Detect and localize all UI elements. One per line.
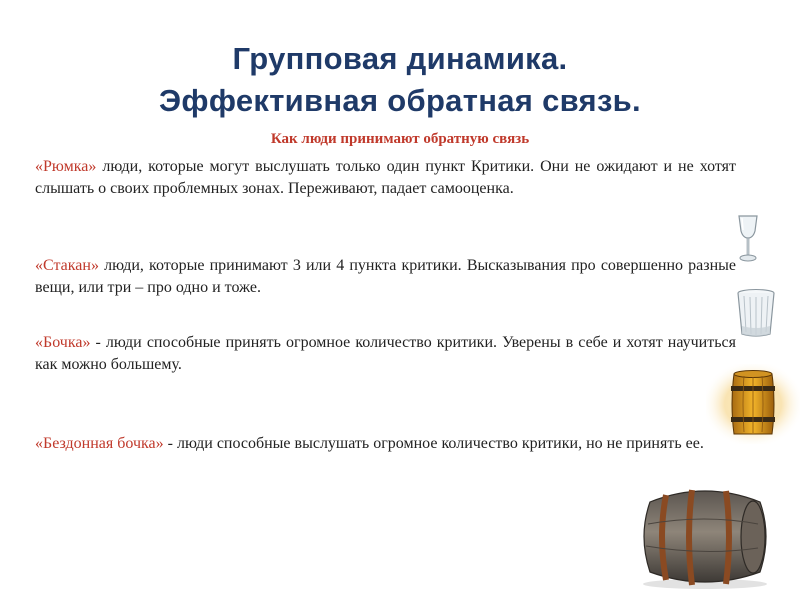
paragraph-bochka	[35, 332, 736, 376]
description-bochka: - люди способные принять огромное количество критики. Уверены в себе и хотят научиться как можно большему.	[35, 334, 736, 373]
title-line-1: Групповая динамика.	[232, 41, 568, 76]
wooden-barrel-icon	[630, 484, 780, 590]
tumbler-glass-icon	[735, 288, 777, 340]
description-bezdonnaya-bochka: - люди способные выслушать огромное количество критики, но не принять ее.	[163, 435, 704, 452]
slide-subtitle: Как люди принимают обратную связь	[270, 131, 530, 147]
description-stakan: люди, которые принимают 3 или 4 пункта критики. Высказывания про совершенно разные вещи, или три – про одно и тоже.	[35, 257, 736, 296]
term-bezdonnaya-bochka: «Бездонная бочка»	[35, 435, 164, 452]
paragraph-stakan	[35, 255, 736, 299]
wine-glass-icon	[733, 214, 763, 264]
description-ryumka: люди, которые могут выслушать только один пункт Критики. Они не ожидают и не хотят слышать о своих проблемных зонах. Переживают, падает самооценка.	[35, 158, 736, 197]
term-bochka: «Бочка»	[35, 334, 91, 351]
slide-title	[0, 38, 800, 122]
title-line-2: Эффективная обратная связь.	[159, 83, 641, 118]
golden-barrel-icon	[706, 364, 800, 444]
paragraph-bezdonnaya-bochka	[35, 433, 736, 455]
term-stakan: «Стакан»	[35, 257, 99, 274]
paragraph-ryumka	[35, 156, 736, 200]
term-ryumka: «Рюмка»	[35, 158, 97, 175]
